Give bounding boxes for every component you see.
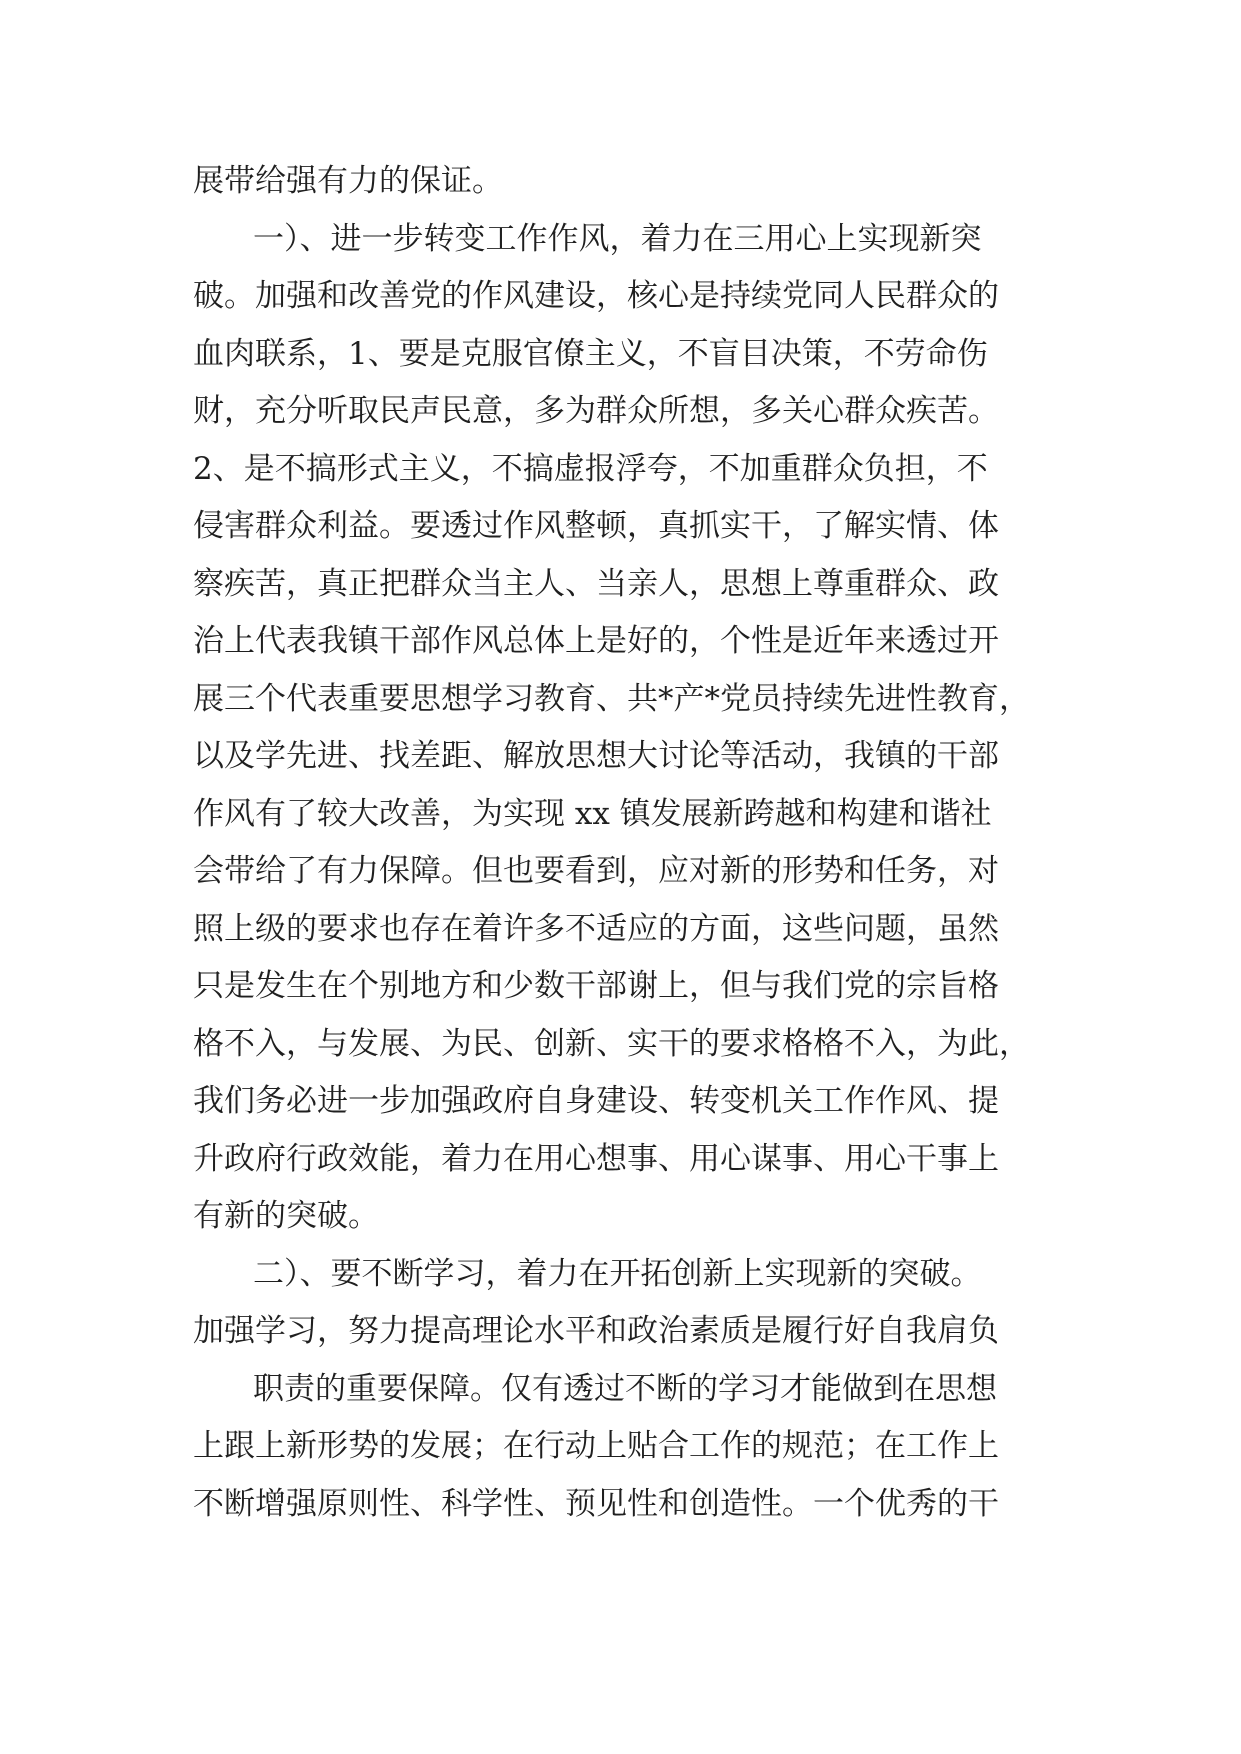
text-line: 侵害群众利益。要透过作风整顿，真抓实干，了解实情、体 (193, 508, 999, 544)
text-line: 加强学习，努力提高理论水平和政治素质是履行好自我肩负 (193, 1313, 999, 1349)
text-line: 2、是不搞形式主义，不搞虚报浮夸，不加重群众负担，不 (193, 450, 988, 487)
text-line: 会带给了有力保障。但也要看到，应对新的形势和任务，对 (193, 853, 999, 889)
text-line: 作风有了较大改善，为实现 xx 镇发展新跨越和构建和谐社 (193, 795, 992, 832)
text-line: 血肉联系，1、要是克服官僚主义，不盲目决策，不劳命伤 (193, 335, 988, 372)
text-line: 格不入，与发展、为民、创新、实干的要求格格不入，为此， (193, 1025, 1030, 1062)
text-line: 我们务必进一步加强政府自身建设、转变机关工作作风、提 (193, 1083, 999, 1119)
text-line: 照上级的要求也存在着许多不适应的方面，这些问题，虽然 (193, 910, 999, 947)
text-line: 一）、进一步转变工作作风，着力在三用心上实现新突 (253, 220, 982, 257)
text-line: 职责的重要保障。仅有透过不断的学习才能做到在思想 (253, 1370, 997, 1407)
text-line: 财，充分听取民声民意，多为群众所想，多关心群众疾苦。 (193, 393, 999, 429)
text-line: 展三个代表重要思想学习教育、共*产*党员持续先进性教育， (193, 680, 1030, 717)
text-line: 破。加强和改善党的作风建设，核心是持续党同人民群众的 (193, 278, 999, 314)
text-line: 升政府行政效能，着力在用心想事、用心谋事、用心干事上 (193, 1140, 999, 1177)
text-line: 上跟上新形势的发展；在行动上贴合工作的规范；在工作上 (193, 1428, 999, 1464)
text-line: 二）、要不断学习，着力在开拓创新上实现新的突破。 (253, 1255, 982, 1292)
text-line: 治上代表我镇干部作风总体上是好的，个性是近年来透过开 (193, 623, 999, 659)
text-line: 察疾苦，真正把群众当主人、当亲人，思想上尊重群众、政 (193, 565, 999, 602)
body-text (193, 153, 1063, 1533)
text-line: 只是发生在个别地方和少数干部谢上，但与我们党的宗旨格 (193, 968, 999, 1004)
text-line: 以及学先进、找差距、解放思想大讨论等活动，我镇的干部 (193, 738, 999, 774)
text-line: 展带给强有力的保证。 (193, 163, 503, 199)
text-line: 不断增强原则性、科学性、预见性和创造性。一个优秀的干 (193, 1485, 999, 1522)
text-line: 有新的突破。 (193, 1198, 379, 1234)
